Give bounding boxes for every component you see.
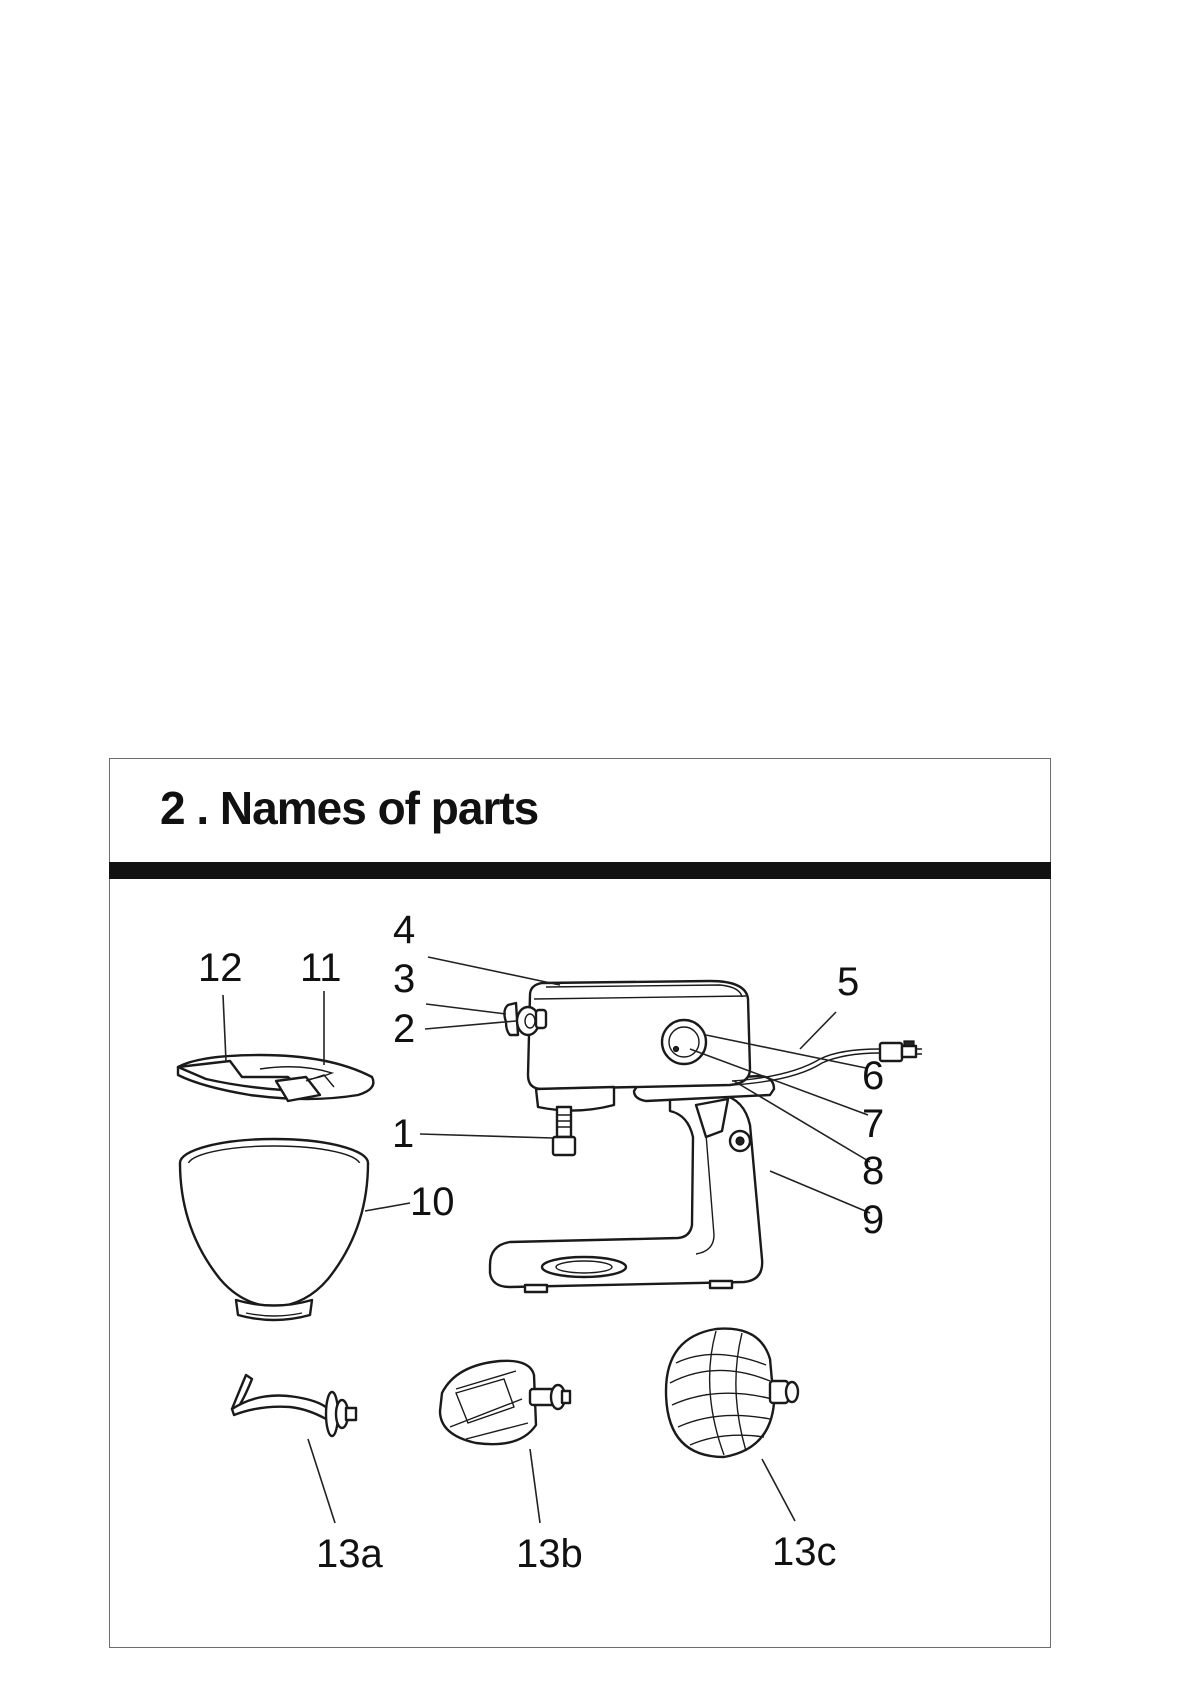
parts-panel	[109, 758, 1051, 1648]
mixing-bowl	[180, 1139, 368, 1320]
label-11: 11	[300, 946, 342, 990]
wire-whisk	[666, 1329, 798, 1457]
parts-diagram	[110, 759, 1052, 1649]
label-6: 6	[862, 1054, 885, 1098]
label-2: 2	[393, 1007, 416, 1051]
power-cord	[732, 1041, 922, 1085]
label-5: 5	[837, 960, 860, 1004]
splash-guard	[178, 1055, 373, 1101]
mixer-stand	[490, 1076, 774, 1292]
section-title: 2 . Names of parts	[160, 782, 539, 834]
label-4: 4	[393, 908, 416, 952]
label-9: 9	[862, 1198, 885, 1242]
label-3: 3	[393, 957, 416, 1001]
label-7: 7	[862, 1102, 885, 1146]
label-13c: 13c	[772, 1530, 837, 1574]
label-1: 1	[392, 1112, 415, 1156]
label-12: 12	[198, 946, 243, 990]
flat-beater	[440, 1361, 570, 1444]
dough-hook	[232, 1375, 356, 1436]
label-13b: 13b	[516, 1532, 583, 1576]
label-10: 10	[410, 1180, 455, 1224]
label-13a: 13a	[316, 1532, 383, 1576]
label-8: 8	[862, 1149, 885, 1193]
